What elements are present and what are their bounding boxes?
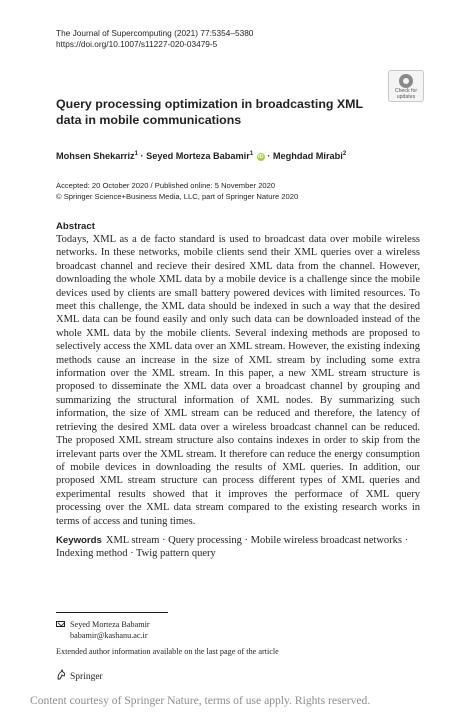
envelope-icon — [56, 621, 65, 627]
author-name[interactable]: Meghdad Mirabi — [272, 151, 343, 162]
journal-citation: The Journal of Supercomputing (2021) 77:5354–5380 — [56, 28, 254, 38]
publisher-logo — [56, 669, 103, 682]
author-separator: · — [137, 151, 147, 162]
accepted-published-dates: Accepted: 20 October 2020 / Published online: 5 November 2020 — [56, 181, 276, 190]
check-for-updates-icon — [399, 74, 413, 88]
corresponding-author — [56, 619, 150, 641]
keywords-text: XML stream · Query processing · Mobile wireless broadcast networks · Indexing method · Twig pattern query — [56, 535, 409, 560]
publication-dates — [56, 181, 298, 202]
keywords-heading: Keywords — [56, 535, 102, 546]
author-affiliation: 1 — [249, 151, 254, 157]
author-affiliation: 2 — [342, 151, 347, 157]
check-updates-line1: Check for — [394, 88, 418, 94]
contact-email[interactable]: babamir@kashanu.ac.ir — [70, 631, 148, 640]
paper-title: Query processing optimization in broadcasting XML data in mobile communications — [56, 97, 363, 127]
author-name[interactable]: Mohsen Shekarriz — [56, 151, 135, 162]
courtesy-watermark: Content courtesy of Springer Nature, terms of use apply. Rights reserved. — [30, 694, 371, 707]
abstract-text: Todays, XML as a de facto standard is used to broadcast data over mobile wireless networks. In these networks, mobile clients send their XML queries over a wireless broadcast channel and recieve their desired XML data from the channel. However, downloading the whole XML data by a mobile device is a challenge since the mobile devices used by clients are small battery powered devices with limited resources. To meet this challenge, the XML data should be indexed in such a way that the desired XML data can be found easily and only such data can be downloaded instead of the whole XML data by the mobile clients. Several indexing methods are proposed to selectively access the XML data over an XML stream. However, the existing indexing methods cause an increase in the size of XML stream by including some extra information over the XML stream. In this paper, a new XML stream structure is proposed to disseminate the XML data over a broadcast channel by grouping and summarizing the structural information of XML nodes. By summarizing such information, the size of XML stream can be reduced and therefore, the latency of retrieving the desired XML data over a wireless broadcast channel can be reduced. The proposed XML stream structure also contains indexes in order to skip from the irrelevant parts over the XML stream. It therefore can reduce the energy consumption of mobile devices in downloading the results of XML queries. In addition, our proposed XML stream structure can process different types of XML queries and experimental results showed that it improves the performace of XML query processing over the XML data stream compared to the existing research works in terms of access and tuning times. — [56, 234, 420, 527]
author-affiliation: 1 — [134, 151, 138, 157]
abstract-heading: Abstract — [56, 221, 95, 232]
contact-name: Seyed Morteza Babamir — [70, 620, 150, 629]
extended-author-info: Extended author information available on the last page of the article — [56, 647, 279, 656]
publisher-name: Springer — [70, 672, 103, 682]
author-name[interactable]: Seyed Morteza Babamir — [146, 151, 250, 162]
check-for-updates-badge[interactable] — [388, 70, 424, 102]
keywords-section — [56, 534, 420, 561]
springer-horse-icon — [56, 669, 67, 680]
journal-header — [56, 28, 253, 50]
orcid-icon[interactable]: iD — [257, 154, 264, 161]
footnote-divider — [56, 612, 168, 613]
copyright-line: © Springer Science+Business Media, LLC, part of Springer Nature 2020 — [56, 191, 299, 201]
check-updates-line2: updates — [396, 94, 416, 100]
author-list — [56, 148, 346, 162]
author-separator: · — [264, 151, 273, 162]
doi-link[interactable]: https://doi.org/10.1007/s11227-020-03479-5 — [56, 39, 218, 49]
